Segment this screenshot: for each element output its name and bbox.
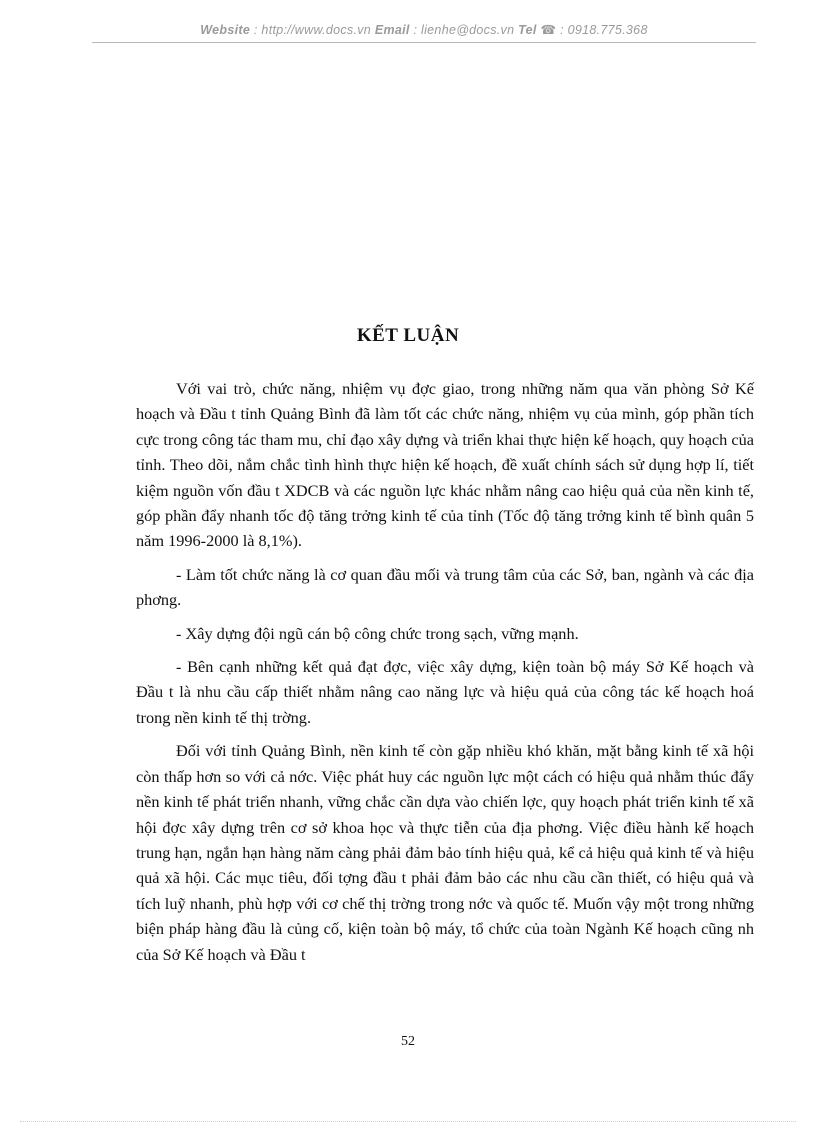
page-header — [92, 22, 756, 37]
paragraph-province: Đối với tỉnh Quảng Bình, nền kinh tế còn gặp nhiều khó khăn, mặt bằng kinh tế xã hội còn thấp hơn so với cả nớc. Việc phát huy các nguồn lực một cách có hiệu quả nhằm thúc đẩy nền kinh tế phát triển nhanh, vững chắc cần dựa vào chiến lợc, quy hoạch phát triển kinh tế xã hội đợc xây dựng trên cơ sở khoa học và thực tiễn của địa phơng. Việc điều hành kế hoạch trung hạn, ngắn hạn hàng năm càng phải đảm bảo tính hiệu quả, kể cả hiệu quả kinh tế và hiệu quả xã hội. Các mục tiêu, đối tợng đầu t phải đảm bảo các nhu cầu cần thiết, có hiệu quả và tích luỹ nhanh, phù hợp với cơ chế thị trờng trong nớc và quốc tế. Muốn vậy một trong những biện pháp hàng đầu là củng cố, kiện toàn bộ máy, tổ chức của toàn Ngành Kế hoạch cũng nh của Sở Kế hoạch và Đầu t — [136, 741, 754, 964]
tel-label: Tel — [518, 23, 537, 37]
footer-divider — [20, 1121, 796, 1122]
email-label: Email — [374, 23, 410, 37]
document-body — [136, 376, 754, 975]
paragraph-bullet-3: - Bên cạnh những kết quả đạt đợc, việc xây dựng, kiện toàn bộ máy Sở Kế hoạch và Đầu t là nhu cầu cấp thiết nhằm nâng cao năng lực và hiệu quả của công tác kế hoạch hoá trong nền kinh tế thị trờng. — [136, 657, 754, 727]
header-divider — [92, 42, 756, 43]
document-title: KẾT LUẬN — [356, 325, 460, 346]
page-number: 52 — [401, 1034, 415, 1049]
website-label: Website — [200, 23, 251, 37]
paragraph-intro: Với vai trò, chức năng, nhiệm vụ đợc giao, trong những năm qua văn phòng Sở Kế hoạch và Đầu t tỉnh Quảng Bình đã làm tốt các chức năng, nhiệm vụ của mình, góp phần tích cực trong công tác tham mu, chỉ đạo xây dựng và triển khai thực hiện kế hoạch, quy hoạch của tỉnh. Theo dõi, nắm chắc tình hình thực hiện kế hoạch, đề xuất chính sách sử dụng hợp lí, tiết kiệm nguồn vốn đầu t XDCB và các nguồn lực khác nhằm nâng cao hiệu quả của nền kinh tế, góp phần đẩy nhanh tốc độ tăng trởng kinh tế của tỉnh (Tốc độ tăng trởng kinh tế bình quân 5 năm 1996-2000 là 8,1%). — [136, 379, 754, 551]
email-value: : lienhe@docs.vn — [413, 23, 515, 37]
website-value: : http://www.docs.vn — [253, 23, 372, 37]
paragraph-bullet-2: - Xây dựng đội ngũ cán bộ công chức trong sạch, vững mạnh. — [176, 623, 579, 643]
tel-value: ☎ : 0918.775.368 — [540, 23, 648, 37]
paragraph-bullet-1: - Làm tốt chức năng là cơ quan đầu mối và trung tâm của các Sở, ban, ngành và các địa phơng. — [136, 564, 754, 610]
